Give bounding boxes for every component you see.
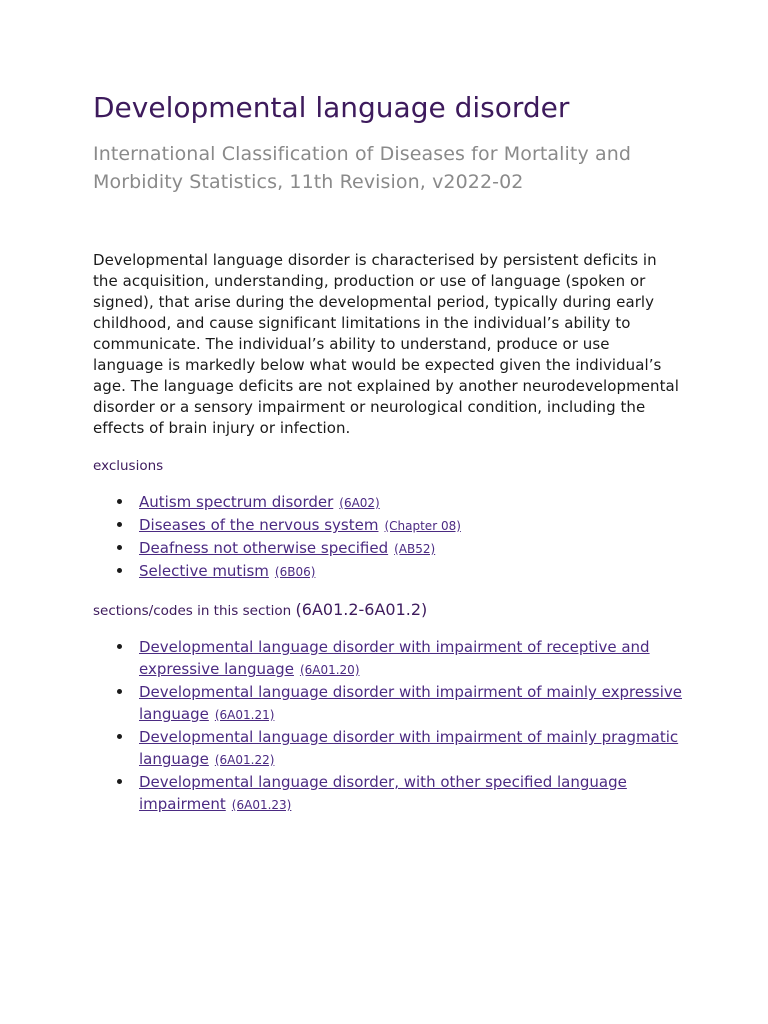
- link-label: Diseases of the nervous system: [139, 516, 379, 534]
- list-item: [139, 560, 683, 583]
- section-link-6a01-23[interactable]: [139, 772, 627, 813]
- link-label: Developmental language disorder with impairment of mainly pragmatic language: [139, 728, 679, 768]
- document-page: [93, 88, 683, 816]
- exclusions-label: exclusions: [93, 458, 164, 474]
- link-code: (6A02): [339, 496, 380, 510]
- link-label: Deafness not otherwise specified: [139, 539, 389, 557]
- section-link-6a01-20[interactable]: [139, 637, 650, 678]
- section-link-6a01-22[interactable]: [139, 727, 678, 768]
- list-item: [139, 514, 683, 537]
- list-item: [139, 726, 683, 771]
- list-item: [139, 636, 683, 681]
- exclusion-link-nervous-system[interactable]: [139, 515, 461, 534]
- link-label: Developmental language disorder with impairment of mainly expressive language: [139, 683, 682, 723]
- exclusion-link-deafness[interactable]: [139, 538, 435, 557]
- sections-label: [93, 599, 683, 622]
- link-label: Developmental language disorder, with other specified language impairment: [139, 773, 627, 813]
- link-label: Developmental language disorder with impairment of receptive and expressive language: [139, 638, 650, 678]
- page-subtitle: International Classification of Diseases for Mortality and Morbidity Statistics, 11th Revision, v2022-02: [93, 143, 632, 193]
- sections-list: [93, 636, 683, 816]
- sections-range: (6A01.2-6A01.2): [295, 600, 428, 619]
- sections-label-text: sections/codes in this section: [93, 603, 292, 619]
- link-code: (Chapter 08): [384, 519, 461, 533]
- section-link-6a01-21[interactable]: [139, 682, 682, 723]
- link-code: (6A01.23): [231, 798, 292, 812]
- link-label: Autism spectrum disorder: [139, 493, 334, 511]
- list-item: [139, 537, 683, 560]
- exclusion-link-selective-mutism[interactable]: [139, 561, 315, 580]
- exclusion-link-autism[interactable]: [139, 492, 380, 511]
- link-code: (6A01.21): [214, 708, 275, 722]
- description-paragraph: Developmental language disorder is characterised by persistent deficits in the acquisition, understanding, production or use of language (spoken or signed), that arise during the developmental period, typically during early childhood, and cause significant limitations in the individual’s ability to communicate. The individual’s ability to understand, produce or use language is markedly below what would be expected given the individual’s age. The language deficits are not explained by another neurodevelopmental disorder or a sensory impairment or neurological condition, including the effects of brain injury or infection.: [93, 251, 679, 437]
- link-code: (6A01.20): [299, 663, 360, 677]
- link-code: (6A01.22): [214, 753, 275, 767]
- link-label: Selective mutism: [139, 562, 269, 580]
- list-item: [139, 491, 683, 514]
- list-item: [139, 771, 683, 816]
- list-item: [139, 681, 683, 726]
- exclusions-list: [93, 491, 683, 583]
- page-title: Developmental language disorder: [93, 91, 570, 124]
- link-code: (AB52): [394, 542, 436, 556]
- link-code: (6B06): [274, 565, 316, 579]
